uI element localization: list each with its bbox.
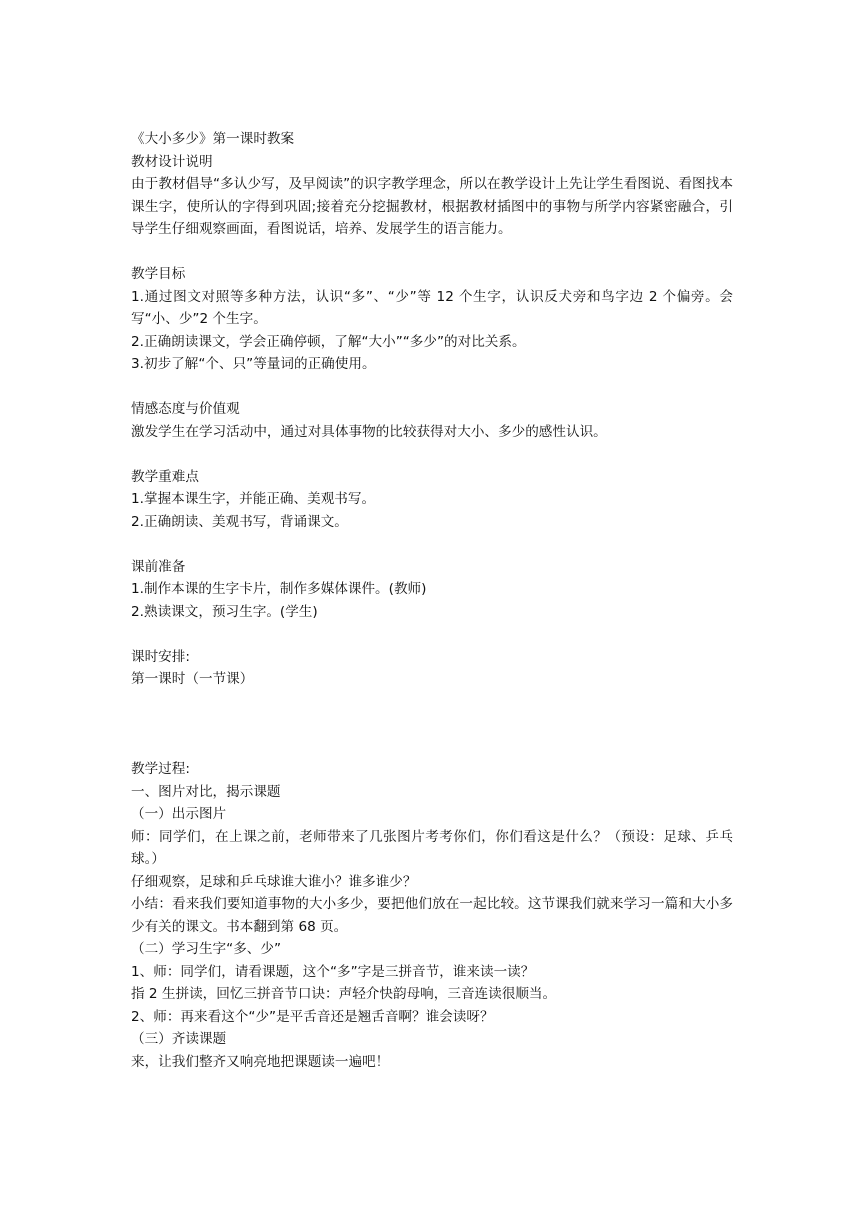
document-page: [131, 128, 733, 1073]
prep-heading: 课前准备: [131, 558, 186, 575]
spacer: [131, 241, 733, 264]
process-subsection-title: （二）学习生字“多、少”: [131, 941, 282, 957]
design-paragraph: 由于教材倡导“多认少写，及早阅读”的识字教学理念，所以在教学设计上先让学生看图说、看图找本课生字，使所认的字得到巩固;接着充分挖掘教材，根据教材插图中的事物与所学内容紧密融合，引导学生仔细观察画面，看图说话，培养、发展学生的语言能力。: [131, 176, 733, 237]
process-paragraph: 来，让我们整齐又响亮地把课题读一遍吧！: [131, 1053, 390, 1070]
process-subsection-title: （一）出示图片: [131, 806, 227, 822]
process-paragraph: 1、师：同学们，请看课题，这个“多”字是三拼音节，谁来读一读？: [131, 963, 535, 980]
process-paragraph: 指 2 生拼读，回忆三拼音节口诀：声轻介快韵母响，三音连读很顺当。: [131, 986, 557, 1002]
process-subsection-title: （三）齐读课题: [131, 1031, 227, 1047]
spacer: [131, 443, 733, 466]
process-paragraph: 2、师：再来看这个“少”是平舌音还是翘舌音啊？谁会读呀？: [131, 1008, 494, 1025]
attitude-heading: 情感态度与价值观: [131, 401, 240, 417]
process-section-title: 一、图片对比，揭示课题: [131, 783, 281, 800]
goal-item: 1.通过图文对照等多种方法，认识“多”、“少”等 12 个生字，认识反犬旁和鸟字边 2 个偏旁。会写“小、少”2 个生字。: [131, 288, 733, 327]
schedule-text: 第一课时（一节课）: [131, 671, 254, 687]
spacer: [131, 376, 733, 399]
process-paragraph: 仔细观察，足球和乒乓球谁大谁小？谁多谁少？: [131, 873, 417, 890]
design-heading: 教材设计说明: [131, 153, 213, 170]
goals-heading: 教学目标: [131, 266, 186, 282]
document-title: 《大小多少》第一课时教案: [131, 131, 295, 147]
keypoint-item: 2.正确朗读、美观书写，背诵课文。: [131, 513, 348, 530]
process-paragraph: 师：同学们，在上课之前，老师带来了几张图片考考你们，你们看这是什么？（预设：足球、乒乓球。）: [131, 828, 733, 867]
prep-item: 2.熟读课文，预习生字。(学生): [131, 603, 318, 620]
prep-item: 1.制作本课的生字卡片，制作多媒体课件。(教师): [131, 581, 427, 597]
spacer: [131, 533, 733, 556]
spacer: [131, 691, 733, 759]
process-paragraph: 小结：看来我们要知道事物的大小多少，要把他们放在一起比较。这节课我们就来学习一篇和大小多少有关的课文。书本翻到第 68 页。: [131, 896, 733, 935]
attitude-paragraph: 激发学生在学习活动中，通过对具体事物的比较获得对大小、多少的感性认识。: [131, 423, 607, 440]
keypoints-heading: 教学重难点: [131, 468, 199, 485]
spacer: [131, 623, 733, 646]
schedule-heading: 课时安排:: [131, 648, 190, 665]
goal-item: 3.初步了解“个、只”等量词的正确使用。: [131, 356, 376, 372]
keypoint-item: 1.掌握本课生字，并能正确、美观书写。: [131, 491, 376, 507]
process-heading: 教学过程:: [131, 761, 190, 777]
goal-item: 2.正确朗读课文，学会正确停顿，了解“大小”“多少”的对比关系。: [131, 333, 526, 350]
